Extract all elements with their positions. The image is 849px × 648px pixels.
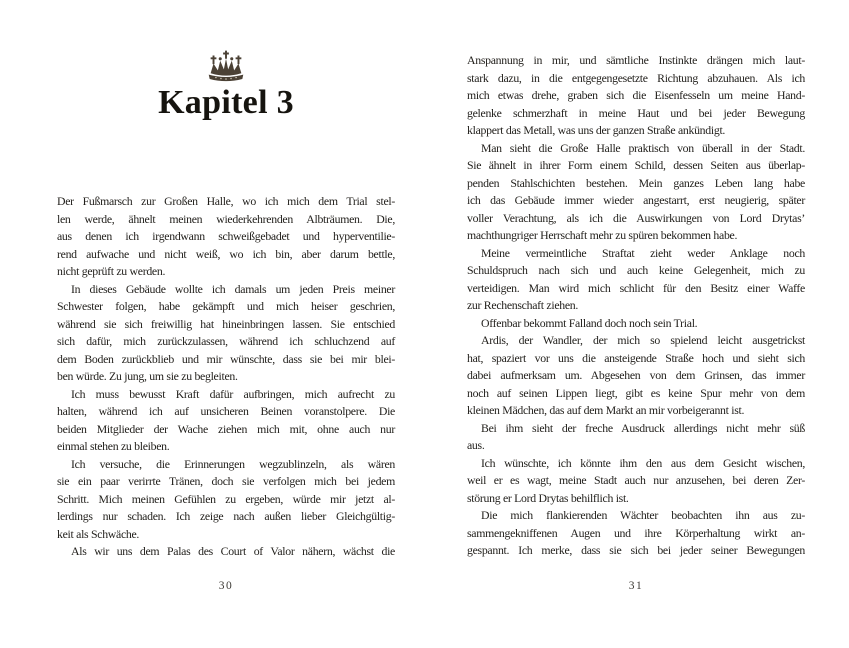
text-line: Meine vermeintliche Straftat zieht weder Anklage noch: [481, 245, 805, 260]
text-line: Offenbar bekommt Falland doch noch sein Trial.: [481, 315, 698, 330]
text-line: Man sieht die Große Halle praktisch von überall in der Stadt.: [481, 140, 805, 155]
text-line: Sie ähnelt in ihrer Form einem Schild, dessen Seiten aus überlap-: [467, 158, 805, 172]
chapter-title: Kapitel 3: [158, 84, 294, 121]
text-line: gespannt. Ich merke, dass sie sich bei jeder seiner Bewegungen: [467, 543, 805, 557]
text-line: sammengekniffenen Augen und ihre Körperhaltung wirkt an-: [467, 525, 805, 540]
text-line: Ich wünschte, ich könnte ihm den aus dem Gesicht wischen,: [481, 455, 805, 470]
text-line: voller Verachtung, als ich die Auswirkungen von Lord Drytas’: [467, 210, 805, 225]
page-right: [467, 0, 805, 648]
text-line: einmal stehen zu bleiben.: [57, 439, 170, 453]
text-line: störung er Lord Drytas behilflich ist.: [467, 490, 629, 505]
text-line: ben würde. Zu jung, um sie zu begleiten.: [57, 369, 238, 383]
text-line: Schwester folgen, habe gekämpft und mich heiser geschrien,: [57, 299, 395, 313]
text-line: sie ein paar verirrte Tränen, doch sie verfolgen mich bei jedem: [57, 474, 395, 488]
text-line: Anspannung in mir, und sämtliche Instinkte drängen mich laut-: [467, 53, 805, 67]
text-line: aus denen ich irgendwann schweißgebadet und hyperventilie-: [57, 229, 395, 243]
text-line: noch auf seinen Lippen liegt, gibt es keine Spur mehr von dem: [467, 385, 805, 400]
text-line: beiden Mitglieder der Wache ziehen mich mit, ohne auch nur: [57, 421, 395, 436]
text-line: Als wir uns dem Palas des Court of Valor nähern, wächst die: [71, 544, 395, 558]
text-line: mich etwas drehe, graben sich die Eisenfesseln um meine Hand-: [467, 88, 805, 102]
text-line: keit als Schwäche.: [57, 526, 140, 541]
text-line: dem Boden zurückblieb und mir wünschte, dass sie bei mir blei-: [57, 351, 395, 366]
right-page-text: [467, 52, 805, 560]
text-line: penden Stahlschichten bestehen. Mein ganzes Leben lang habe: [467, 175, 805, 190]
page-left: [57, 0, 395, 648]
text-line: Ich versuche, die Erinnerungen wegzublinzeln, als wären: [71, 456, 395, 471]
text-line: Der Fußmarsch zur Großen Halle, wo ich mich dem Trial stel-: [57, 194, 395, 208]
right-page-number: 31: [628, 580, 644, 592]
text-line: zur Rechenschaft ziehen.: [467, 298, 579, 312]
text-line: während sie sich freiwillig hat hineinbringen lassen. Sie entschied: [57, 316, 395, 331]
text-line: Die mich flankierenden Wächter beobachten ihn aus zu-: [481, 508, 805, 522]
text-line: nicht geprüft zu werden.: [57, 264, 166, 278]
text-line: weil er es wagt, meine Stadt auch nur anzusehen, bei deren Zer-: [467, 473, 805, 487]
text-line: Schuldspruch nach sich und auch keine Gelegenheit, mich zu: [467, 263, 805, 277]
text-line: In dieses Gebäude wollte ich damals um jeden Preis meiner: [71, 281, 395, 296]
text-line: Ardis, der Wandler, der mich so spielend leicht ausgetrickst: [481, 333, 805, 347]
text-line: lerdings nur schaden. Ich zeige nach außen lieber Gleichgültig-: [57, 509, 395, 523]
text-line: rend aufwache und nicht weiß, wo ich bin, aber darum bettle,: [57, 246, 395, 261]
text-line: kleinen Mädchen, das auf dem Markt an mir vorbeigerannt ist.: [467, 403, 745, 417]
text-line: machthungriger Herrschaft mehr zu spüren bekommen habe.: [467, 228, 738, 242]
text-line: klappert das Metall, was uns der ganzen Straße ankündigt.: [467, 123, 726, 137]
text-line: verteidigen. Man wird mich schlicht für den Besitz einer Waffe: [467, 280, 805, 295]
text-line: hat, spaziert vor uns die ansteigende Straße hoch und sieht sich: [467, 350, 805, 365]
text-line: Ich muss bewusst Kraft dafür aufbringen, mich aufrecht zu: [71, 386, 395, 401]
text-line: stark dazu, in die entgegengesetzte Richtung abzuhauen. Als ich: [467, 70, 805, 85]
text-line: len werde, ähnelt meinen wiederkehrenden Albträumen. Die,: [57, 211, 395, 226]
text-line: Schritt. Mich meinen Gefühlen zu ergeben, würde mir jetzt al-: [57, 491, 395, 506]
text-line: ich das Gebäude immer wieder angestarrt, erst neugierig, später: [467, 193, 805, 207]
text-line: gelenke schmerzhaft in meine Haut und bei jeder Bewegung: [467, 105, 805, 120]
left-page-number: 30: [218, 580, 234, 592]
text-line: aus.: [467, 438, 485, 452]
text-line: dabei aufmerksam um. Abgesehen von dem Grinsen, das immer: [467, 368, 805, 382]
text-line: Bei ihm sieht der freche Ausdruck allerdings nicht mehr süß: [481, 420, 805, 435]
text-line: halten, während ich auf unsicheren Beinen voranstolpere. Die: [57, 404, 395, 418]
text-line: sich dafür, mich zurückzulassen, während ich schluchzend auf: [57, 334, 395, 348]
left-page-text: [57, 193, 395, 561]
crown-icon: [57, 47, 395, 85]
